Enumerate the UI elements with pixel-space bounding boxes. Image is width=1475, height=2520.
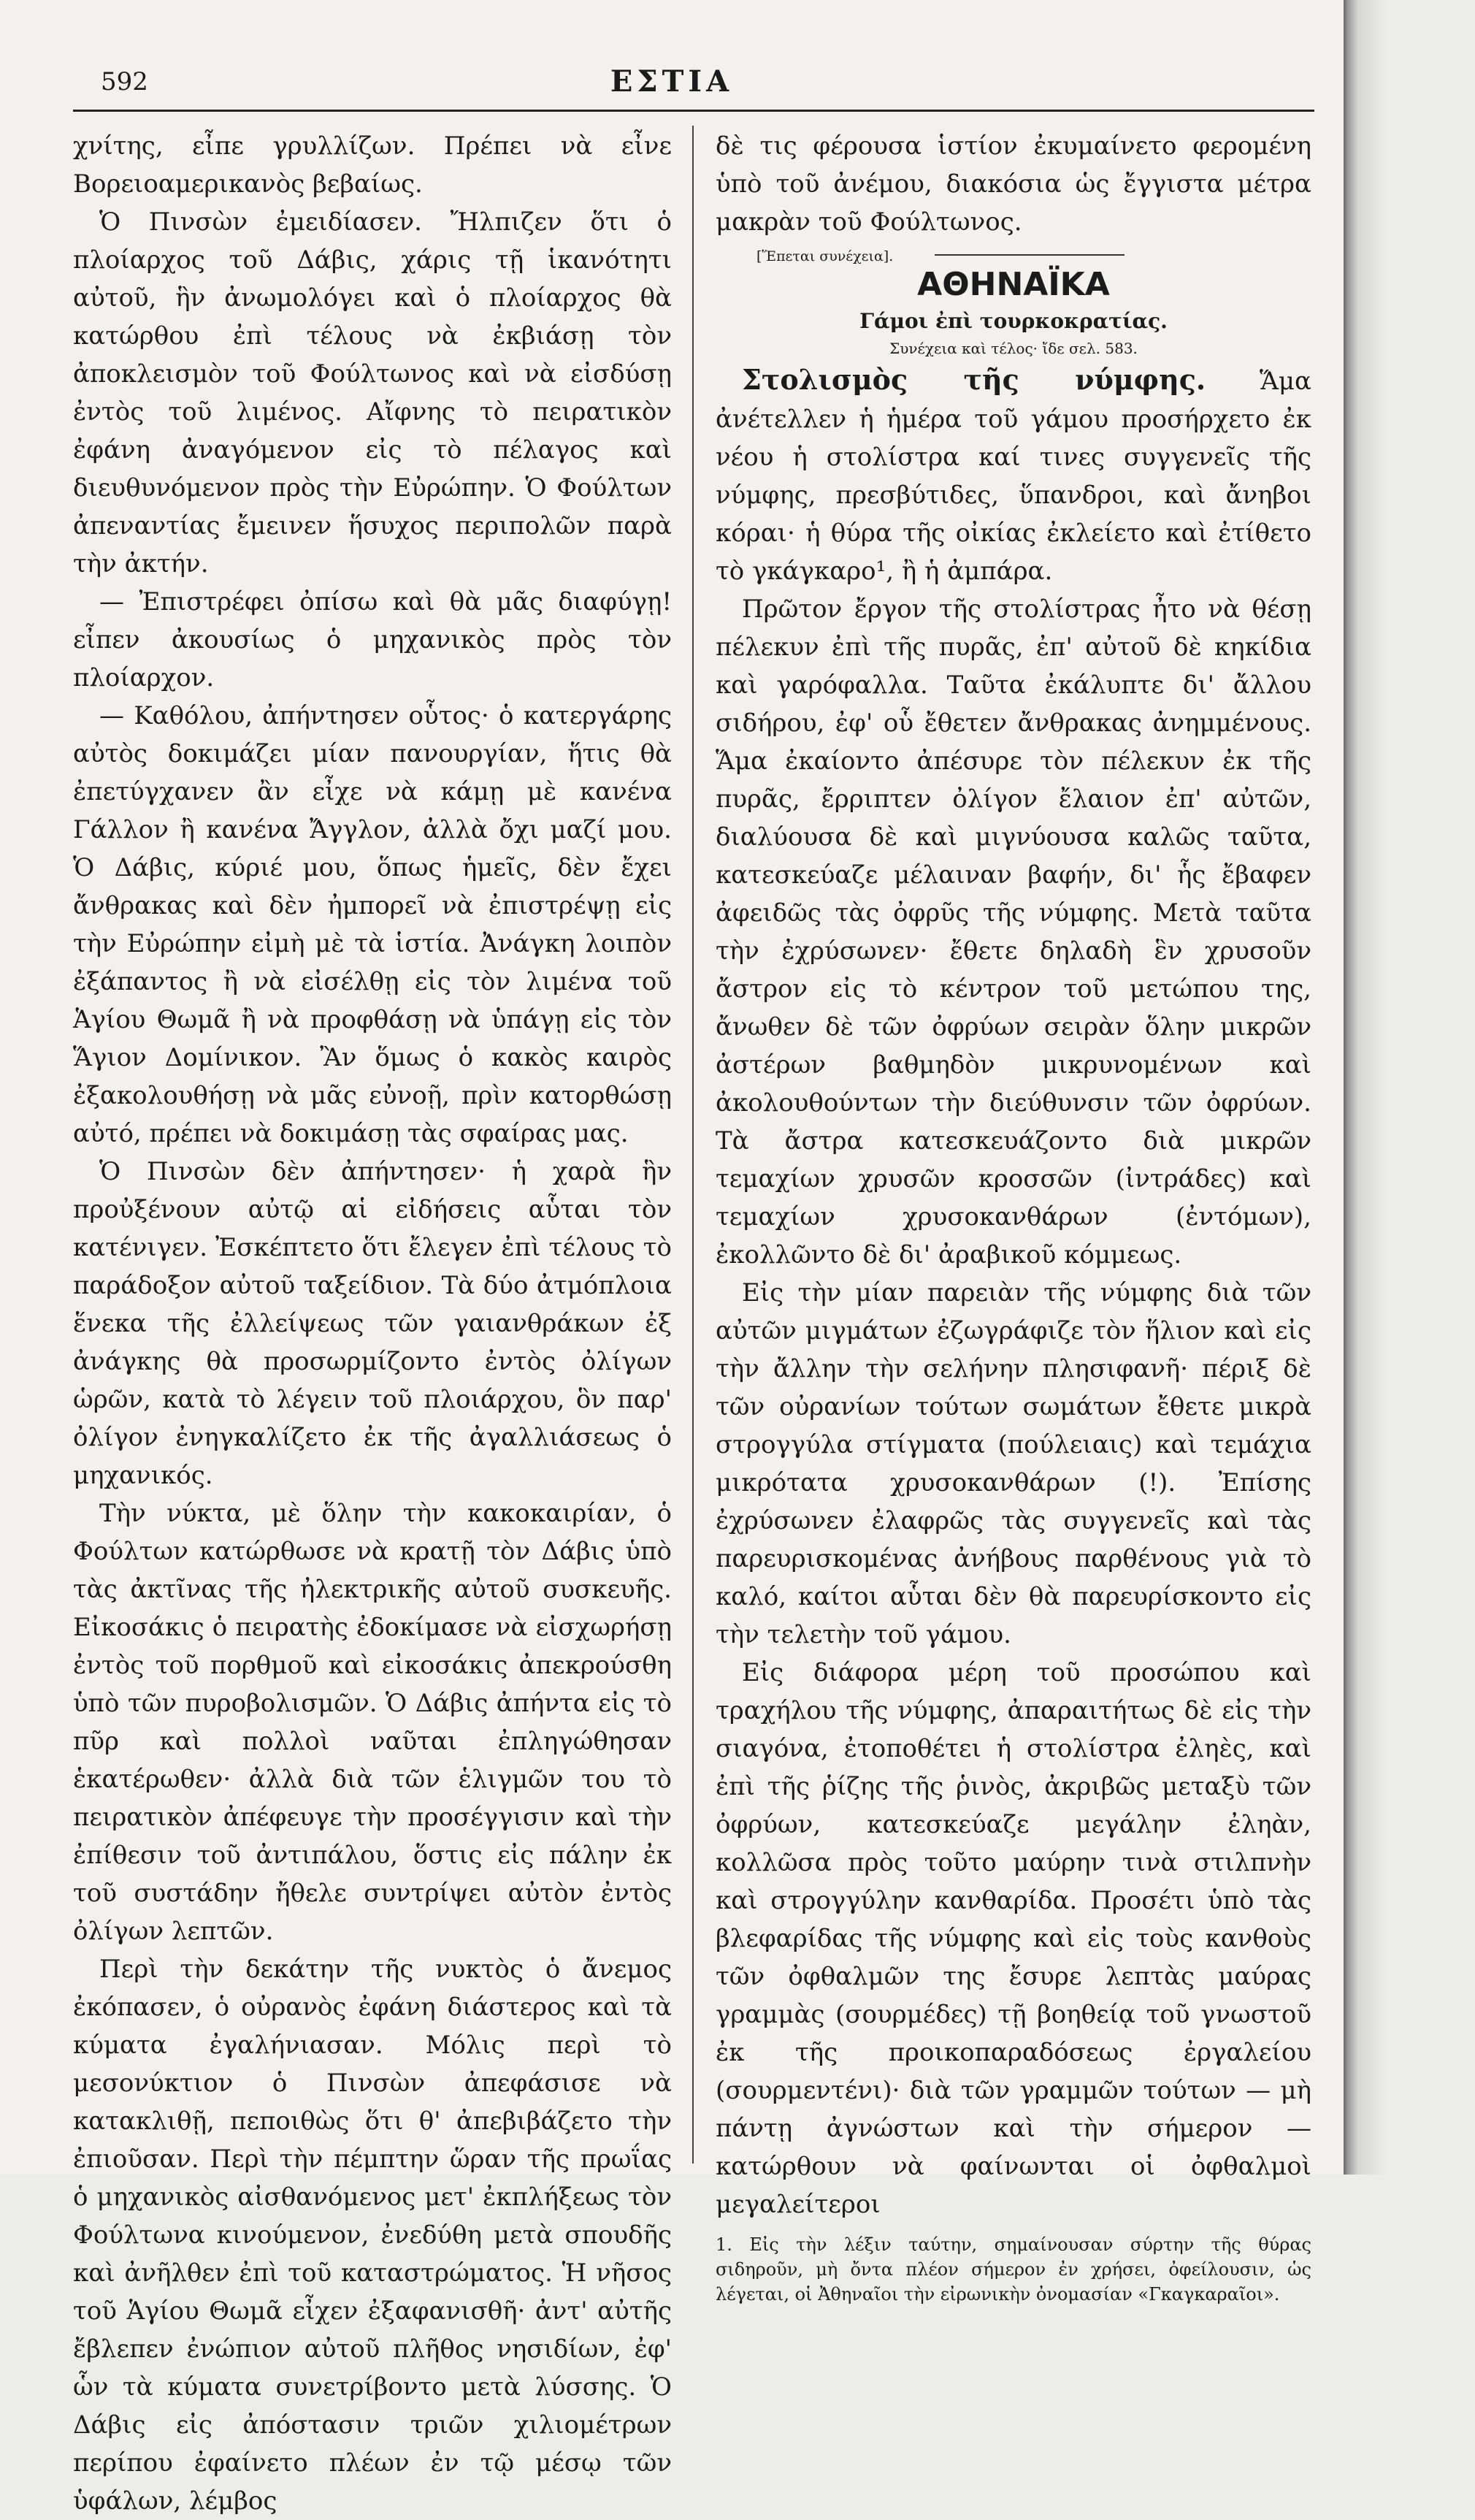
footnote: 1. Εἰς τὴν λέξιν ταύτην, σημαίνουσαν σύρτην τῆς θύρας σιδηροῦν, μὴ ὄντα πλέον σήμερον ἐν χρήσει, ὀφείλουσιν, ὡς λέγεται, οἱ Ἀθηναῖοι τὴν εἰρωνικὴν ὀνομασίαν «Γκαγκαραῖοι». [716,2234,1311,2305]
page-number: 592 [101,67,148,96]
paragraph: Περὶ τὴν δεκάτην τῆς νυκτὸς ὁ ἄνεμος ἐκόπασεν, ὁ οὐρανὸς ἐφάνη διάστερος καὶ τὰ κύματα ἐγαλήνιασαν. Μόλις περὶ τὸ μεσονύκτιον ὁ Πινσὼν ἀπεφάσισε νὰ κατακλιθῇ, πεποιθὼς ὅτι θ' ἀπεβιβάζετο τὴν ἐπιοῦσαν. Περὶ τὴν πέμπτην ὥραν τῆς πρωΐας ὁ μηχανικὸς αἰσθανόμενος μετ' ἐκπλήξεως τὸν Φούλτωνα κινούμενον, ἐνεδύθη μετὰ σπουδῆς καὶ ἀνῆλθεν ἐπὶ τοῦ καταστρώματος. Ἡ νῆσος τοῦ Ἁγίου Θωμᾶ εἶχεν ἐξαφανισθῆ· ἀντ' αὐτῆς ἔβλεπεν ἐνώπιον αὐτοῦ πλῆθος νησιδίων, ἐφ' ὧν τὰ κύματα συνετρίβοντο μετὰ λύσσης. Ὁ Δάβις εἰς ἀπόστασιν τριῶν χιλιομέτρων περίπου ἐφαίνετο πλέων ἐν τῷ μέσῳ τῶν ὑφάλων, λέμβος [73,1955,672,2516]
paragraph: — Ἐπιστρέφει ὀπίσω καὶ θὰ μᾶς διαφύγῃ! εἶπεν ἀκουσίως ὁ μηχανικὸς πρὸς τὸν πλοίαρχον. [73,587,672,692]
paragraph: Ὁ Πινσὼν δὲν ἀπήντησεν· ἡ χαρὰ ἣν προὐξένουν αὐτῷ αἱ εἰδήσεις αὗται τὸν κατένιγεν. Ἐσκέπτετο ὅτι ἔλεγεν ἐπὶ τέλους τὸ παράδοξον αὐτοῦ ταξείδιον. Τὰ δύο ἀτμόπλοια ἕνεκα τῆς ἐλλείψεως τῶν γαιανθράκων ἐξ ἀνάγκης θὰ προσωρμίζοντο ἐντὸς ὀλίγων ὡρῶν, κατὰ τὸ λέγειν τοῦ πλοιάρχου, ὃν παρ' ὀλίγον ἐνηγκαλίζετο ἐκ τῆς ἀγαλλιάσεως ὁ μηχανικός. [73,1157,672,1490]
paragraph: Εἰς τὴν μίαν παρειὰν τῆς νύμφης διὰ τῶν αὐτῶν μιγμάτων ἐζωγράφιζε τὸν ἥλιον καὶ εἰς τὴν ἄλλην τὴν σελήνην πλησιφανῆ· πέριξ δὲ τῶν οὐρανίων τούτων σωμάτων ἔθετε μικρὰ στρογγύλα στίγματα (πούλειαις) καὶ τεμάχια μικρότατα χρυσοκανθάρων (!). Ἐπίσης ἐχρύσωνεν ἐλαφρῶς τὰς συγγενεῖς καὶ τὰς παρευρισκομένας ἀνήβους παρθένους γιὰ τὸ καλό, καίτοι αὗται δὲν θὰ παρευρίσκοντο εἰς τὴν τελετὴν τοῦ γάμου. [716,1278,1311,1649]
paragraph-text: Ἅμα ἀνέτελλεν ἡ ἡμέρα τοῦ γάμου προσήρχετο ἐκ νέου ἡ στολίστρα καί τινες συγγενεῖς τῆς νύμφης, πρεσβύτιδες, ὕπανδροι, καὶ ἄνηβοι κόραι· ἡ θύρα τῆς οἰκίας ἐκλείετο καὶ ἐτίθετο τὸ γκάγκαρο¹, ἢ ἡ ἀμπάρα. [716,367,1311,586]
column-divider [692,126,694,2164]
journal-title: ΕΣΤΙΑ [610,64,734,99]
paragraph [716,361,1311,590]
continued-note: [Ἕπεται συνέχεια]. [756,248,894,264]
section-continuation-note: Συνέχεια καὶ τέλος· ἴδε σελ. 583. [889,340,1138,357]
paragraph: χνίτης, εἶπε γρυλλίζων. Πρέπει νὰ εἶνε Βορειοαμερικανὸς βεβαίως. [73,131,672,199]
section-subtitle: Γάμοι ἐπὶ τουρκοκρατίας. [859,309,1168,333]
header-rule [73,110,1314,112]
section-separator [935,254,1125,256]
paragraph: δὲ τις φέρουσα ἱστίον ἐκυμαίνετο φερομένη ὑπὸ τοῦ ἀνέμου, διακόσια ὡς ἔγγιστα μέτρα μακρὰν τοῦ Φούλτωνος. [716,131,1311,237]
right-column [716,127,1311,2307]
paragraph: Πρῶτον ἔργον τῆς στολίστρας ἦτο νὰ θέσῃ πέλεκυν ἐπὶ τῆς πυρᾶς, ἐπ' αὐτοῦ δὲ κηκίδια καὶ γαρόφαλλα. Ταῦτα ἐκάλυπτε δι' ἄλλου σιδήρου, ἐφ' οὗ ἔθετεν ἄνθρακας ἀνημμένους. Ἅμα ἐκαίοντο ἀπέσυρε τὸν πέλεκυν ἐκ τῆς πυρᾶς, ἔρριπτεν ὀλίγον ἔλαιον ἐπ' αὐτῶν, διαλύουσα δὲ καὶ μιγνύουσα καλῶς ταῦτα, κατεσκεύαζε μέλαιναν βαφήν, δι' ἧς ἔβαφεν ἀφειδῶς τὰς ὀφρῦς τῆς νύμφης. Μετὰ ταῦτα τὴν ἐχρύσωνεν· ἔθετε δηλαδὴ ἓν χρυσοῦν ἄστρον εἰς τὸ κέντρον τοῦ μετώπου της, ἄνωθεν δὲ τῶν ὀφρύων σειρὰν ὅλην μικρῶν ἀστέρων βαθμηδὸν μικρυνομένων καὶ ἀκολουθούντων τὴν διεύθυνσιν τῶν ὀφρύων. Τὰ ἄστρα κατεσκευάζοντο διὰ μικρῶν τεμαχίων χρυσῶν κροσσῶν (ἰντράδες) καὶ τεμαχίων χρυσοκανθάρων (ἐντόμων), ἐκολλῶντο δὲ δι' ἀραβικοῦ κόμμεως. [716,595,1311,1269]
paragraph: — Καθόλου, ἀπήντησεν οὗτος· ὁ κατεργάρης αὐτὸς δοκιμάζει μίαν πανουργίαν, ἥτις θὰ ἐπετύγχανεν ἂν εἶχε νὰ κάμῃ μὲ κανένα Γάλλον ἢ κανένα Ἄγγλον, ἀλλὰ ὄχι μαζί μου. Ὁ Δάβις, κύριέ μου, ὅπως ἡμεῖς, δὲν ἔχει ἄνθρακας καὶ δὲν ἠμπορεῖ νὰ ἐπιστρέψῃ εἰς τὴν Εὐρώπην εἰμὴ μὲ τὰ ἱστία. Ἀνάγκη λοιπὸν ἐξάπαντος ἢ νὰ εἰσέλθῃ εἰς τὸν λιμένα τοῦ Ἁγίου Θωμᾶ ἢ νὰ προφθάσῃ νὰ ὑπάγῃ εἰς τὸν Ἅγιον Δομίνικον. Ἂν ὅμως ὁ κακὸς καιρὸς ἐξακολουθήσῃ νὰ μᾶς εὐνοῇ, πρὶν κατορθώσῃ αὐτό, πρέπει νὰ δοκιμάσῃ τὰς σφαίρας μας. [73,701,672,1148]
scan-edge [1344,0,1475,2175]
paragraph: Εἰς διάφορα μέρη τοῦ προσώπου καὶ τραχήλου τῆς νύμφης, ἀπαραιτήτως δὲ εἰς τὴν σιαγόνα, ἐτοποθέτει ἡ στολίστρα ἐληὲς, καὶ ἐπὶ τῆς ῥίζης τῆς ῥινὸς, ἀκριβῶς μεταξὺ τῶν ὀφρύων, κατεσκεύαζε μεγάλην ἐληὰν, κολλῶσα πρὸς τοῦτο μαύρην τινὰ στιλπνὴν καὶ στρογγύλην κανθαρίδα. Προσέτι ὑπὸ τὰς βλεφαρίδας τῆς νύμφης καὶ εἰς τοὺς κανθοὺς τῶν ὀφθαλμῶν της ἔσυρε λεπτὰς μαύρας γραμμὰς (σουρμέδες) τῇ βοηθείᾳ τοῦ γνωστοῦ ἐκ τῆς προικοπαραδόσεως ἐργαλείου (σουρμεντένι)· διὰ τῶν γραμμῶν τούτων — μὴ πάντῃ ἀγνώστων καὶ τὴν σήμερον — κατώρθουν νὰ φαίνωνται οἱ ὀφθαλμοὶ μεγαλείτεροι [716,1658,1311,2219]
section-title: ΑΘΗΝΑΪΚΑ [917,266,1110,303]
left-column [73,127,672,2520]
lead-heading: Στολισμὸς τῆς νύμφης. [742,363,1206,396]
paragraph: Τὴν νύκτα, μὲ ὅλην τὴν κακοκαιρίαν, ὁ Φούλτων κατώρθωσε νὰ κρατῇ τὸν Δάβις ὑπὸ τὰς ἀκτῖνας τῆς ἠλεκτρικῆς αὐτοῦ συσκευῆς. Εἰκοσάκις ὁ πειρατὴς ἐδοκίμασε νὰ εἰσχωρήσῃ ἐντὸς τοῦ πορθμοῦ καὶ εἰκοσάκις ἀπεκρούσθη ὑπὸ τῶν πυροβολισμῶν. Ὁ Δάβις ἀπήντα εἰς τὸ πῦρ καὶ πολλοὶ ναῦται ἐπληγώθησαν ἑκατέρωθεν· ἀλλὰ διὰ τῶν ἑλιγμῶν του τὸ πειρατικὸν ἀπέφευγε τὴν προσέγγισιν καὶ τὴν ἐπίθεσιν τοῦ ἀντιπάλου, ὅστις εἰς πάλην ἐκ τοῦ συστάδην ἤθελε συντρίψει αὐτὸν ἐντὸς ὀλίγων λεπτῶν. [73,1499,672,1946]
paragraph: Ὁ Πινσὼν ἐμειδίασεν. Ἤλπιζεν ὅτι ὁ πλοίαρχος τοῦ Δάβις, χάρις τῇ ἱκανότητι αὐτοῦ, ἣν ἀνωμολόγει καὶ ὁ πλοίαρχος θὰ κατώρθου ἐπὶ τέλους νὰ ἐκβιάσῃ τὸν ἀποκλεισμὸν τοῦ Φούλτωνος καὶ νὰ εἰσδύσῃ ἐντὸς τοῦ λιμένος. Αἴφνης τὸ πειρατικὸν ἐφάνη ἀναγόμενον εἰς τὸ πέλαγος καὶ διευθυνόμενον πρὸς τὴν Εὐρώπην. Ὁ Φούλτων ἀπεναντίας ἔμεινεν ἥσυχος περιπολῶν παρὰ τὴν ἀκτήν. [73,207,672,579]
